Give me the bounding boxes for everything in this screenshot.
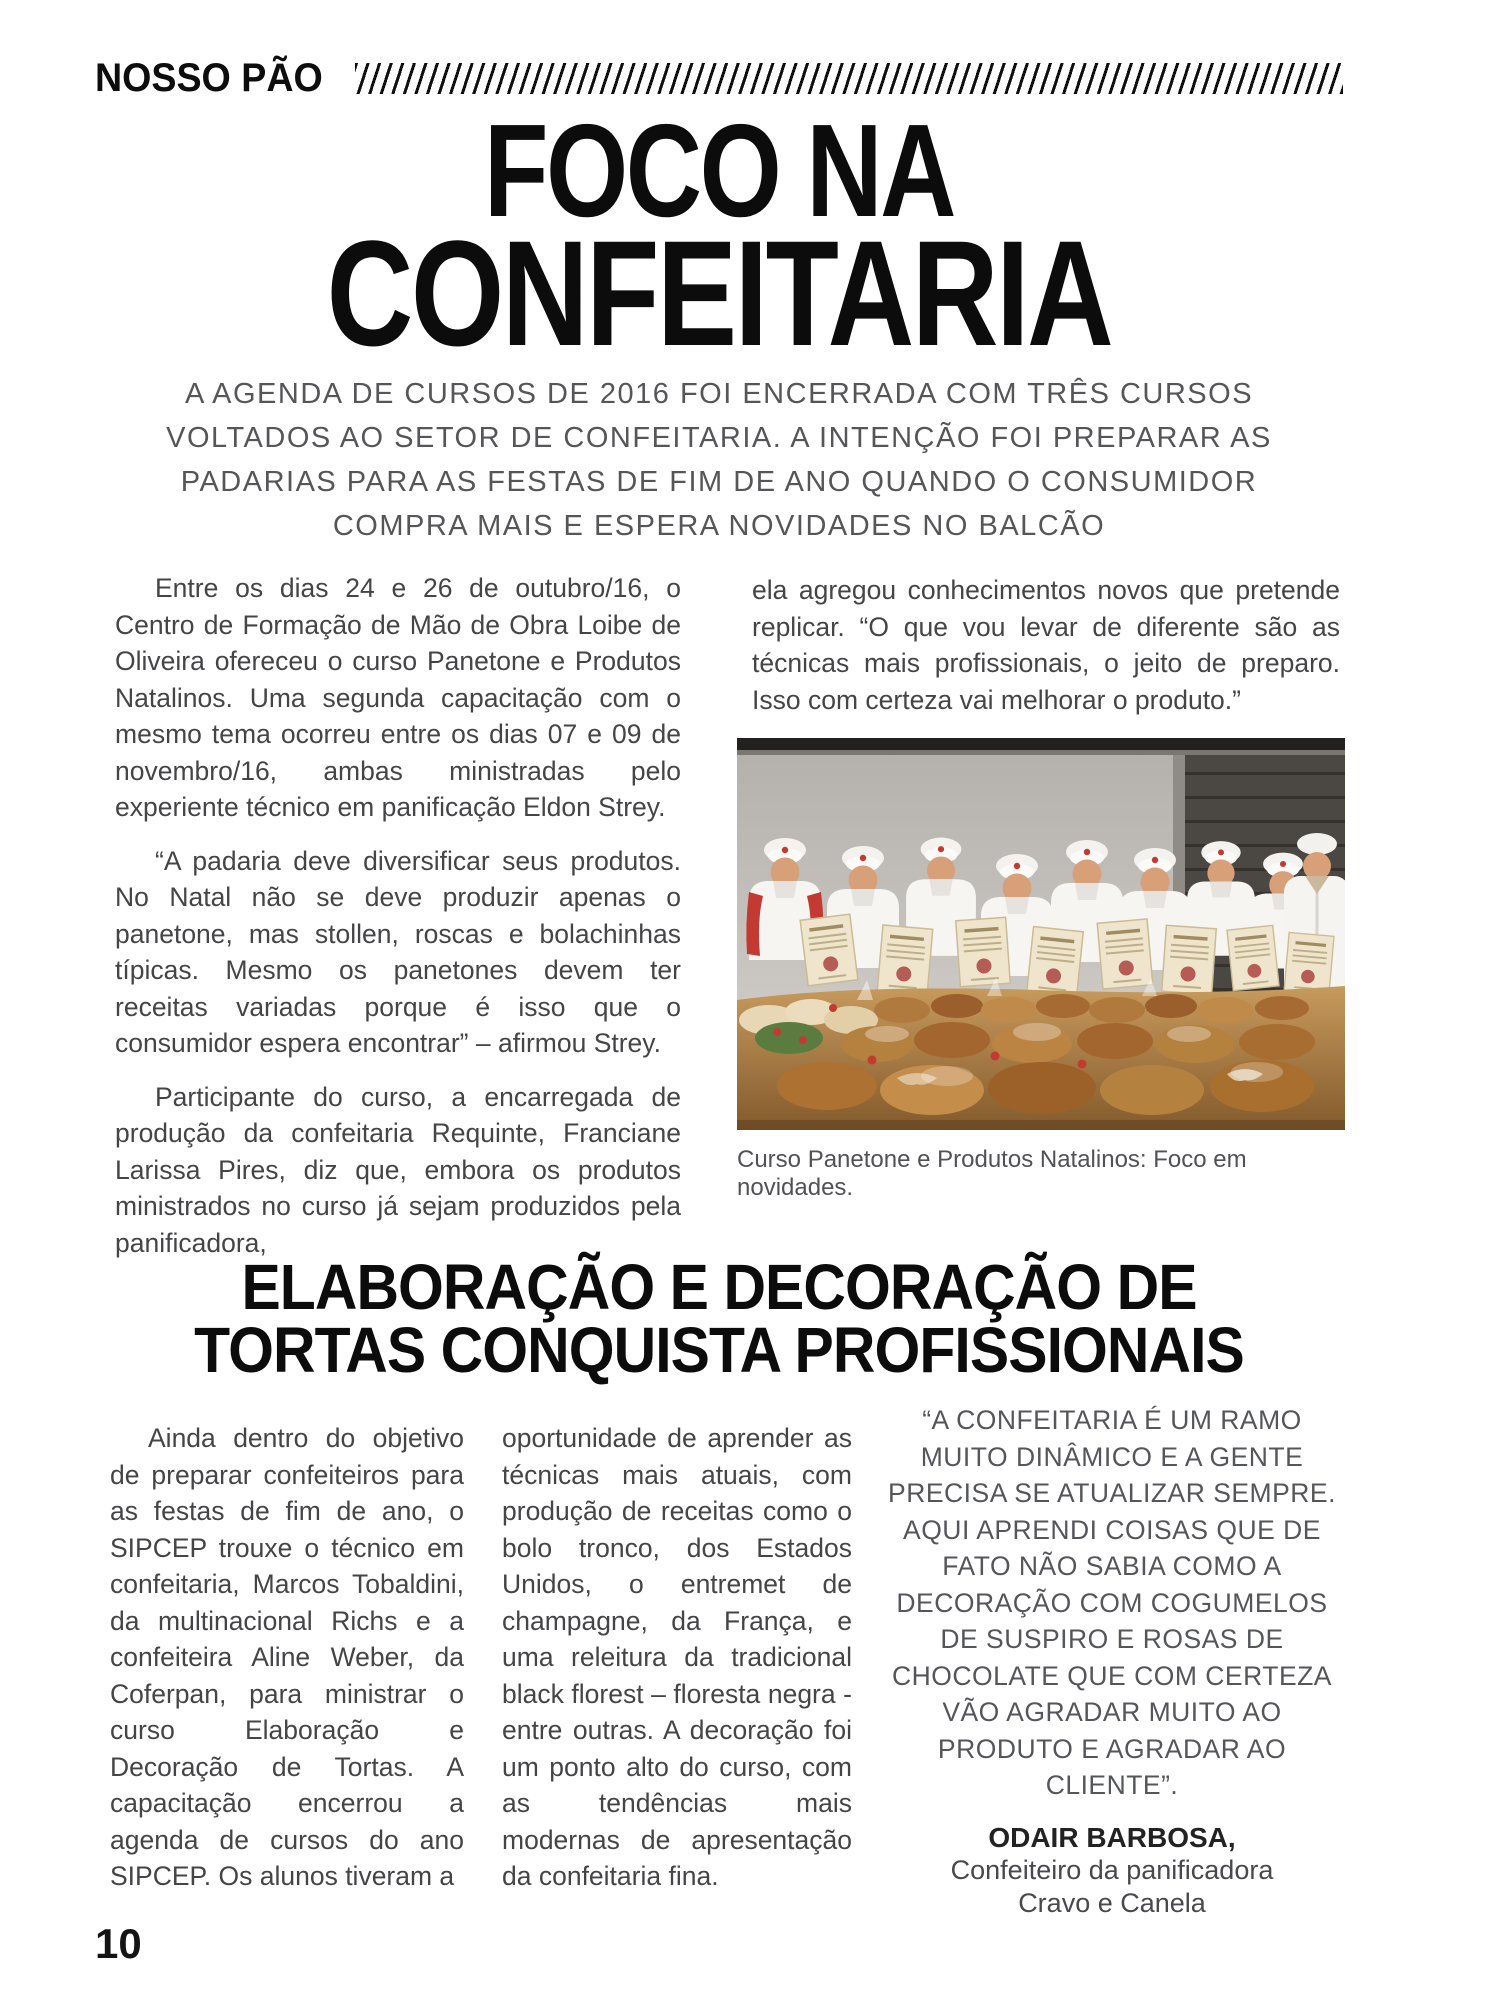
body-paragraph: “A padaria deve diversificar seus produtos. No Natal não se deve produzir apenas o panetone, mas stollen, roscas e bolachinhas típicas. Mesmo os panetones devem ter receitas variadas porque é isso que o consumidor espera encontrar” – afirmou Strey.: [115, 845, 681, 1058]
quote-author-role-line1: Confeiteiro da panificadora: [950, 1854, 1274, 1885]
photo-caption: Curso Panetone e Produtos Natalinos: Foco em novidades.: [737, 1146, 1247, 1201]
article1-title-line1: FOCO NA: [483, 97, 955, 244]
body-paragraph: Ainda dentro do objetivo de preparar confeiteiros para as festas de fim de ano, o SIPCEP trouxe o técnico em confeitaria, Marcos Tobaldini, da multinacional Richs e a confeiteira Aline Weber, da Coferpan, para ministrar o curso Elaboração e Decoração de Tortas. A capacitação encerrou a agenda de cursos do ano SIPCEP. Os alunos tiveram a: [110, 1423, 464, 1891]
standfirst-line: COMPRA MAIS E ESPERA NOVIDADES NO BALCÃO: [332, 510, 1106, 542]
pull-quote-block: [878, 1402, 1346, 1920]
quote-author-role-line2: Cravo e Canela: [1018, 1887, 1206, 1918]
body-paragraph: ela agregou conhecimentos novos que pretende replicar. “O que vou levar de diferente são as técnicas mais profissionais, o jeito de preparo. Isso com certeza vai melhorar o produto.”: [752, 575, 1340, 715]
article2-title-line2: TORTAS CONQUISTA PROFISSIONAIS: [194, 1314, 1244, 1386]
page-number: 10: [95, 1920, 142, 1967]
standfirst-line: A AGENDA DE CURSOS DE 2016 FOI ENCERRADA COM TRÊS CURSOS: [184, 378, 1254, 410]
slash-pattern-decoration: [355, 63, 1343, 94]
article1-title-line2: CONFEITARIA: [326, 209, 1112, 377]
standfirst-line: VOLTADOS AO SETOR DE CONFEITARIA. A INTENÇÃO FOI PREPARAR AS: [166, 422, 1272, 454]
course-photo: [737, 738, 1345, 1130]
body-paragraph: Entre os dias 24 e 26 de outubro/16, o Centro de Formação de Mão de Obra Loibe de Oliveira ofereceu o curso Panetone e Produtos Natalinos. Uma segunda capacitação com o mesmo tema ocorreu entre os dias 07 e 09 de novembro/16, ambas ministradas pelo experiente técnico em panificação Eldon Strey.: [115, 573, 681, 822]
article2-column1: [110, 1420, 464, 1895]
section-tag: NOSSO PÃO: [95, 56, 323, 100]
article2-column2: [502, 1420, 852, 1895]
section-header: [95, 56, 1343, 101]
article1-title: [95, 97, 1343, 377]
article2-title-line1: ELABORAÇÃO E DECORAÇÃO DE: [241, 1251, 1197, 1323]
body-paragraph: Participante do curso, a encarregada de produção da confeitaria Requinte, Franciane Larissa Pires, diz que, embora os produtos ministrados no curso já sejam produzidos pela panificadora,: [115, 1081, 681, 1258]
article1-left-column: [115, 570, 681, 1278]
article1-standfirst: [95, 372, 1343, 548]
article2-title: [95, 1251, 1343, 1386]
article1-right-column: [752, 572, 1340, 718]
quote-author: ODAIR BARBOSA,: [988, 1821, 1236, 1853]
pull-quote-text: “A CONFEITARIA É UM RAMO MUITO DINÂMICO E A GENTE PRECISA SE ATUALIZAR SEMPRE. AQUI APRENDI COISAS QUE DE FATO NÃO SABIA COMO A DECORAÇÃO COM COGUMELOS DE SUSPIRO E ROSAS DE CHOCOLATE QUE COM CERTEZA VÃO AGRADAR MUITO AO PRODUTO E AGRADAR AO CLIENTE”.: [888, 1405, 1336, 1800]
course-photo-illustration: [737, 738, 1345, 1130]
standfirst-line: PADARIAS PARA AS FESTAS DE FIM DE ANO QUANDO O CONSUMIDOR: [180, 466, 1258, 498]
body-paragraph: oportunidade de aprender as técnicas mais atuais, com produção de receitas como o bolo tronco, dos Estados Unidos, o entremet de champagne, da França, e uma releitura da tradicional black florest – floresta negra - entre outras. A decoração foi um ponto alto do curso, com as tendências mais modernas de apresentação da confeitaria fina.: [502, 1423, 852, 1891]
